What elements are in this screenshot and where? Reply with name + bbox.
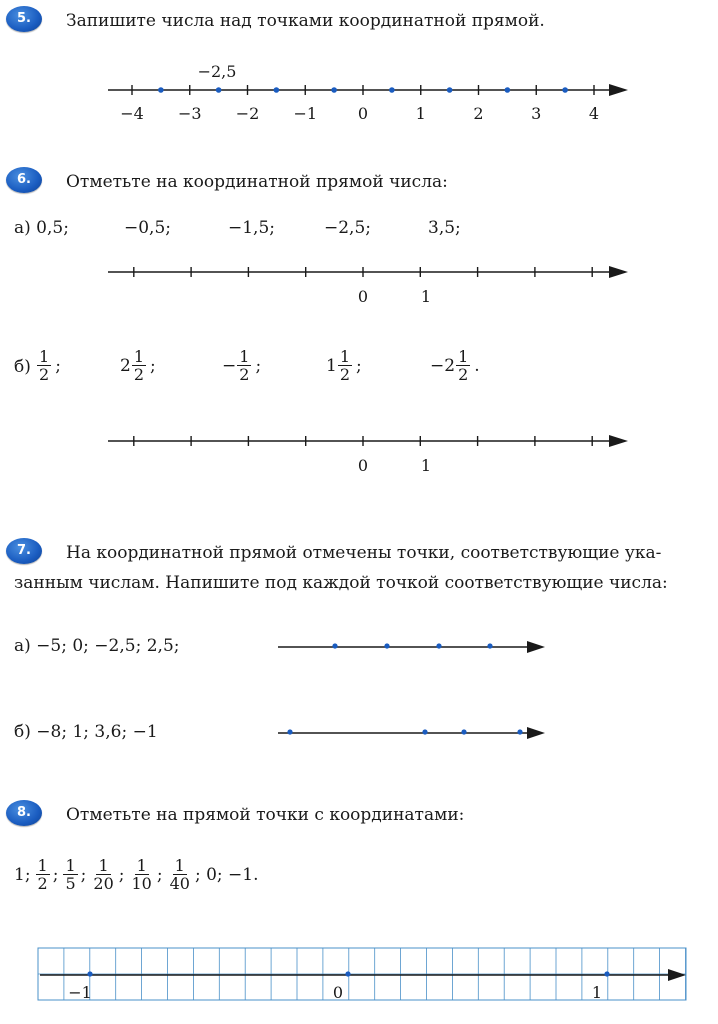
task-6-badge: 6.	[6, 167, 42, 193]
tick-label: 4	[588, 104, 600, 123]
task-7b-text: б) −8; 1; 3,6; −1	[14, 722, 158, 742]
task-7-text-line2: занным числам. Напишите под каждой точкой соответствующие числа:	[14, 573, 668, 593]
task-8-fraction: $\frac{1}{40}$ ; 0; −1.	[169, 856, 259, 893]
tick-label: −3	[177, 104, 202, 123]
task-5-text: Запишите числа над точками координатной прямой.	[66, 11, 545, 31]
given-label: −2,5	[197, 62, 237, 81]
task-6b-item: 1 $\frac{1}{2}$ ;	[326, 347, 362, 384]
task-6b-item: $\frac{1}{2}$ ;	[39, 347, 61, 384]
task-6a-item: 3,5;	[428, 218, 461, 238]
tick-label: −4	[120, 104, 144, 123]
task-8-fraction: $\frac{1}{20}$ ;	[93, 856, 125, 893]
fraction: $\frac{1}{2}$	[39, 347, 50, 384]
zero-label: 0	[357, 287, 369, 306]
fraction: $\frac{1}{2}$	[239, 347, 250, 384]
task-6b-label: б)	[14, 357, 31, 377]
task-8-fraction: $\frac{1}{10}$ ;	[131, 856, 163, 893]
grid-label-zero: 0	[332, 983, 344, 1002]
task-8-badge: 8.	[6, 800, 42, 826]
task-8-fraction: $\frac{1}{2}$ ;	[37, 856, 59, 893]
grid-label-one: 1	[591, 983, 603, 1002]
task-7-text-line1: На координатной прямой отмечены точки, соответствующие ука-	[66, 543, 662, 563]
task-8-fraction: $\frac{1}{5}$ ;	[65, 856, 87, 893]
task-6a-item: −0,5;	[124, 218, 172, 238]
fraction-whole: 1	[326, 355, 337, 376]
task-8-text: Отметьте на прямой точки с координатами:	[66, 805, 465, 825]
tick-label: −2	[235, 104, 260, 123]
task-5-badge: 5.	[6, 6, 42, 32]
tick-label: 2	[473, 104, 484, 123]
task-6a-item: −2,5;	[324, 218, 372, 238]
fraction-whole: −2	[430, 355, 456, 376]
fraction-whole: 2	[120, 355, 131, 376]
fraction: $\frac{1}{2}$	[133, 347, 145, 384]
task-7-badge: 7.	[6, 538, 42, 564]
tick-label: 3	[531, 104, 542, 123]
one-label: 1	[420, 456, 432, 475]
zero-label: 0	[357, 456, 369, 475]
fraction-whole: −	[222, 355, 237, 376]
point-one	[604, 971, 609, 976]
tick-label: 1	[415, 104, 426, 123]
tick-label: −1	[293, 104, 318, 123]
list-start: 1;	[14, 864, 31, 885]
grid-label-minus-one: −1	[68, 983, 92, 1002]
task-6-text: Отметьте на координатной прямой числа:	[66, 172, 448, 192]
task-6b-item: −2 $\frac{1}{2}$ .	[430, 347, 480, 384]
one-label: 1	[420, 287, 432, 306]
fraction: $\frac{1}{2}$	[458, 347, 469, 384]
point-minus-one	[87, 971, 92, 976]
task-6b-item: − $\frac{1}{2}$ ;	[222, 347, 262, 384]
point-zero	[345, 971, 350, 976]
task-6a-item: −1,5;	[228, 218, 276, 238]
tick-label: 0	[357, 104, 369, 123]
fraction: $\frac{1}{2}$	[339, 347, 351, 384]
task-6a-label: а) 0,5;	[14, 218, 69, 238]
task-7a-text: а) −5; 0; −2,5; 2,5;	[14, 636, 180, 656]
task-6b-item: 2 $\frac{1}{2}$ ;	[120, 347, 156, 384]
